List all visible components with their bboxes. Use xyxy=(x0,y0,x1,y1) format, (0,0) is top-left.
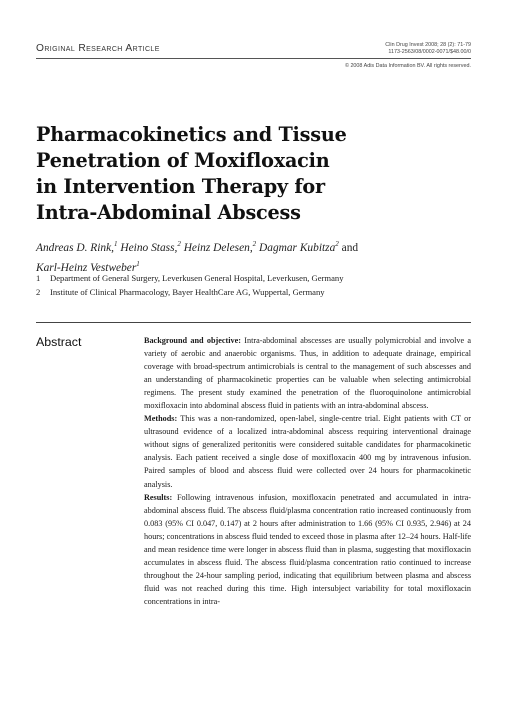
journal-citation: Clin Drug Invest 2008; 28 (2): 71-79 xyxy=(385,42,471,48)
author-name: Karl-Heinz Vestweber xyxy=(36,261,137,274)
author-conjunction: and xyxy=(338,241,359,254)
results-heading: Results: xyxy=(144,492,173,502)
copyright-notice: © 2008 Adis Data Information BV. All rights reserved. xyxy=(344,63,471,69)
abstract-results xyxy=(144,491,471,608)
affiliation-item xyxy=(36,285,476,299)
author-name: Heino Stass, xyxy=(117,241,178,254)
affiliation-marker: 1 xyxy=(136,259,140,268)
header-rule xyxy=(36,58,471,59)
methods-heading: Methods: xyxy=(144,414,178,424)
abstract-methods xyxy=(144,412,471,490)
title-line: Intra-Abdominal Abscess xyxy=(36,201,301,224)
author-list xyxy=(36,236,466,276)
affiliation-item xyxy=(36,271,476,285)
affiliation-marker: 2 xyxy=(335,240,339,248)
abstract-heading: Abstract xyxy=(36,335,82,349)
background-heading: Background and objective: xyxy=(144,336,241,345)
journal-meta xyxy=(385,42,471,57)
abstract-body xyxy=(144,334,471,608)
affiliation-marker: 2 xyxy=(252,240,257,248)
affiliation-text: Department of General Surgery, Leverkusen General Hospital, Leverkusen, Germany xyxy=(50,273,344,283)
affiliation-number: 2 xyxy=(36,287,41,297)
section-label: Original Research Article xyxy=(36,43,160,54)
affiliation-list xyxy=(36,271,476,299)
issn-line: 1173-2563/08/0002-0071/$48.00/0 xyxy=(388,49,471,56)
affiliation-marker: 2 xyxy=(177,240,181,248)
author-line xyxy=(36,236,466,256)
affiliation-text: Institute of Clinical Pharmacology, Bayer HealthCare AG, Wuppertal, Germany xyxy=(50,287,325,297)
title-line: Penetration of Moxifloxacin xyxy=(36,149,330,172)
author-name: Heinz Delesen, xyxy=(180,241,253,254)
author-name: Andreas D. Rink, xyxy=(36,241,115,254)
abstract-rule xyxy=(36,322,471,323)
background-text: Intra-abdominal abscesses are usually polymicrobial and involve a variety of aerobic and anaerobic organisms. Thus, in addition to adequate drainage, empirical coverage with broad-spectrum antimicrobials is central to the management of such abscesses and an understanding of pharmacokinetic properties can be valuable when selecting antimicrobial regimens. The present study examined the penetration of the fluoroquinolone antimicrobial moxifloxacin into abdominal abscess fluid in patients with an intra-abdominal abscess. xyxy=(144,336,472,411)
author-name: Dagmar Kubitza xyxy=(256,241,336,254)
title-line: Pharmacokinetics and Tissue xyxy=(36,123,347,146)
abstract-background xyxy=(144,334,471,412)
article-title xyxy=(36,122,456,226)
affiliation-marker: 1 xyxy=(114,240,118,248)
results-text: Following intravenous infusion, moxifloxacin penetrated and accumulated in intra-abdominal abscess fluid. The abscess fluid/plasma concentration ratio increased continuously from 0.083 (95% CI 0.047, 0.147) at 2 hours after administration to 1.66 (95% CI 0.935, 2.946) at 24 hours; concentrations in abscess fluid tended to exceed those in plasma after 12–24 hours. Half-life and mean residence time were longer in abscess fluid than in plasma, suggesting that moxifloxacin accumulates in abscess fluid. The abscess fluid/plasma concentration ratio continued to increase throughout the 24-hour sampling period, indicating that equilibrium between plasma and abscess fluid was not reached during this time. High intersubject variability for total moxifloxacin concentrations in intra- xyxy=(144,492,471,606)
methods-text: This was a non-randomized, open-label, single-centre trial. Eight patients with CT or ultrasound evidence of a localized intra-abdominal abscess requiring interventional drainage without signs of generalized peritonitis were considered suitable candidates for pharmacokinetic analysis. Each patient received a single dose of moxifloxacin 400 mg by intravenous infusion. Paired samples of blood and abscess fluid were collected over 24 hours for pharmacokinetic analysis. xyxy=(144,414,471,489)
affiliation-number: 1 xyxy=(36,273,41,283)
title-line: in Intervention Therapy for xyxy=(36,175,325,198)
